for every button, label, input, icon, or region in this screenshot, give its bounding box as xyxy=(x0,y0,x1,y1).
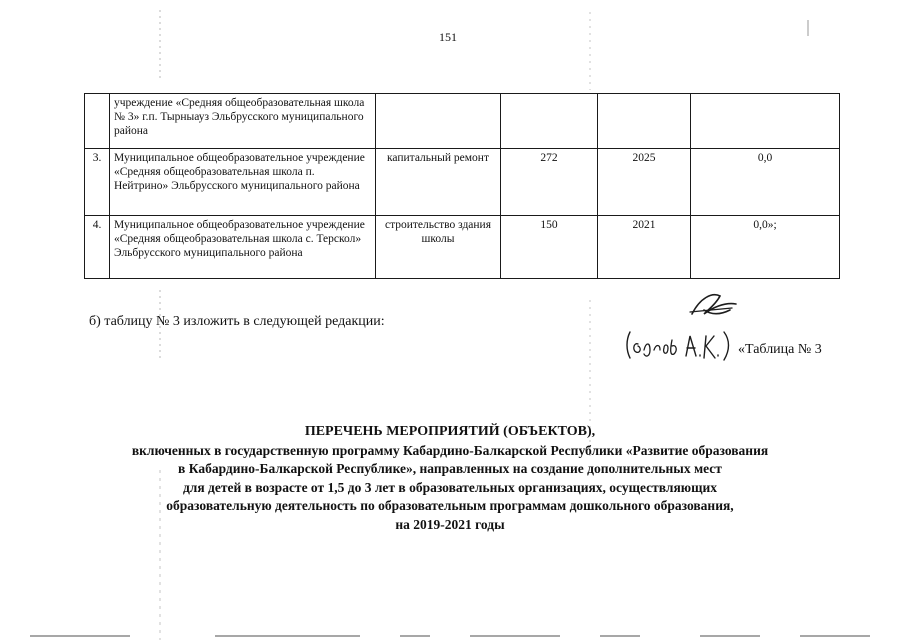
places-count: 272 xyxy=(501,149,598,216)
heading-line: ПЕРЕЧЕНЬ МЕРОПРИЯТИЙ (ОБЪЕКТОВ), xyxy=(304,424,596,439)
amendment-text: б) таблицу № 3 изложить в следующей редакции: xyxy=(89,314,385,329)
heading-line: включенных в государственную программу Кабардино-Балкарской Республики «Развитие образования xyxy=(131,442,769,458)
table-row xyxy=(85,149,840,216)
document-heading xyxy=(40,423,860,534)
institution-name: учреждение «Средняя общеобразовательная школа № 3» г.п. Тырныауз Эльбрусского муниципального района xyxy=(110,94,376,149)
table-row xyxy=(85,216,840,279)
page-number: 151 xyxy=(439,30,457,44)
work-type: строительство здания школы xyxy=(376,216,501,279)
heading-line: на 2019-2021 годы xyxy=(395,516,505,532)
table-reference: «Таблица № 3 xyxy=(738,342,822,357)
program-table xyxy=(84,93,840,279)
handwritten-signature xyxy=(620,284,740,364)
heading-line: в Кабардино-Балкарской Республике», направленных на создание дополнительных мест xyxy=(178,461,722,476)
places-count: 150 xyxy=(501,216,598,279)
row-number: 4. xyxy=(85,216,110,279)
heading-line: образовательную деятельность по образовательным программам дошкольного образования, xyxy=(166,498,734,513)
row-number: 3. xyxy=(85,149,110,216)
funding-amount: 0,0 xyxy=(691,149,840,216)
places-count xyxy=(501,94,598,149)
work-type: капитальный ремонт xyxy=(376,149,501,216)
institution-name: Муниципальное общеобразовательное учреждение «Средняя общеобразовательная школа с. Терскол» Эльбрусского муниципального района xyxy=(110,216,376,279)
funding-amount xyxy=(691,94,840,149)
row-number xyxy=(85,94,110,149)
completion-year: 2021 xyxy=(598,216,691,279)
funding-amount: 0,0»; xyxy=(691,216,840,279)
table-row xyxy=(85,94,840,149)
completion-year xyxy=(598,94,691,149)
heading-line: для детей в возрасте от 1,5 до 3 лет в образовательных организациях, осуществляющих xyxy=(182,479,718,495)
work-type xyxy=(376,94,501,149)
institution-name: Муниципальное общеобразовательное учреждение «Средняя общеобразовательная школа п. Нейтрино» Эльбрусского муниципального района xyxy=(110,149,376,216)
completion-year: 2025 xyxy=(598,149,691,216)
